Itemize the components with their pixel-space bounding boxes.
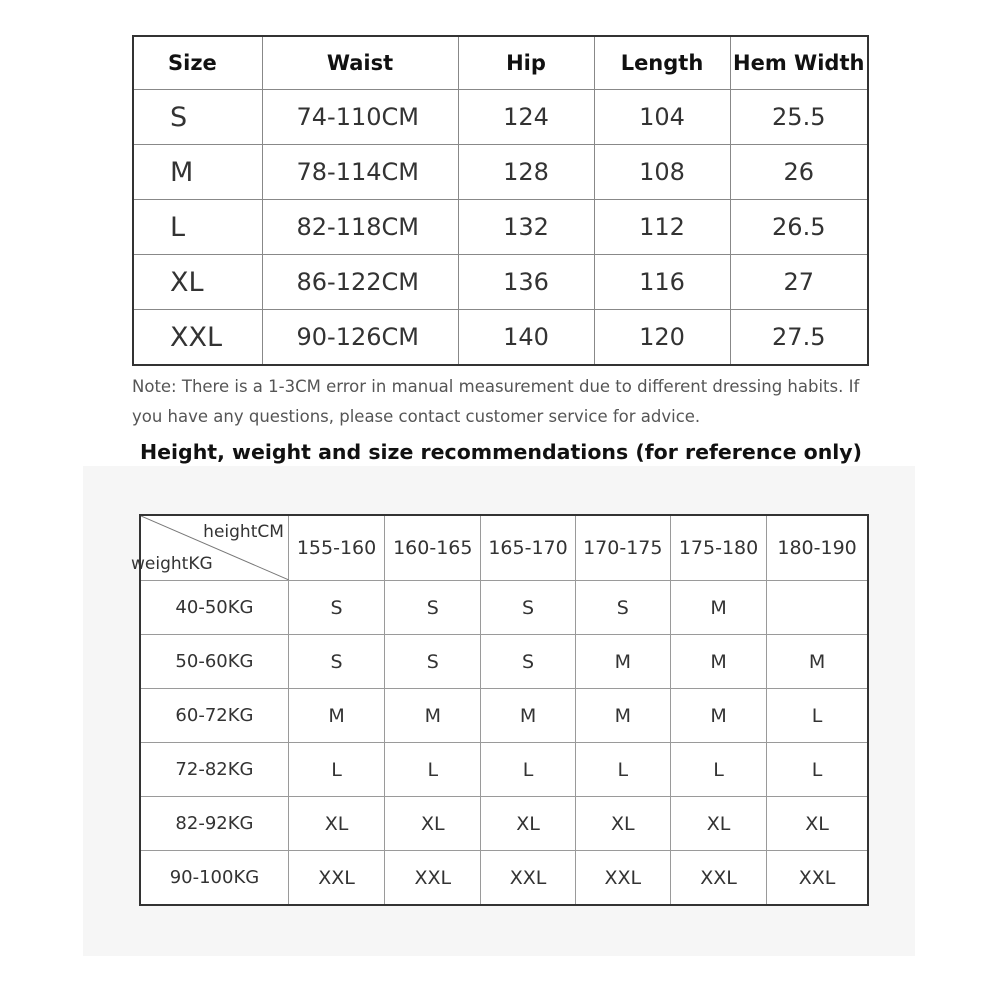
recommendation-title: Height, weight and size recommendations (for reference only) xyxy=(139,440,863,464)
header-size: Size xyxy=(133,36,262,90)
hip-cell: 136 xyxy=(458,255,594,310)
size-recommendation-cell: XL xyxy=(481,797,575,851)
hem-width-cell: 27.5 xyxy=(730,310,868,366)
hip-cell: 140 xyxy=(458,310,594,366)
hip-cell: 124 xyxy=(458,90,594,145)
size-cell: L xyxy=(133,200,262,255)
size-recommendation-cell: XXL xyxy=(575,851,670,906)
size-cell: XL xyxy=(133,255,262,310)
table-row xyxy=(133,145,868,200)
table-row xyxy=(140,797,868,851)
size-recommendation-cell: XXL xyxy=(288,851,384,906)
hem-width-cell: 27 xyxy=(730,255,868,310)
length-cell: 116 xyxy=(594,255,730,310)
size-recommendation-cell: M xyxy=(481,689,575,743)
table-row xyxy=(133,200,868,255)
height-axis-label: heightCM xyxy=(203,522,284,542)
size-recommendation-cell: XXL xyxy=(670,851,766,906)
height-range-header: 160-165 xyxy=(385,515,481,581)
height-range-header: 170-175 xyxy=(575,515,670,581)
height-range-header: 175-180 xyxy=(670,515,766,581)
height-range-header: 180-190 xyxy=(767,515,868,581)
size-recommendation-cell: L xyxy=(481,743,575,797)
size-recommendation-cell: M xyxy=(385,689,481,743)
length-cell: 108 xyxy=(594,145,730,200)
weight-axis-label: weightKG xyxy=(131,554,213,574)
recommendation-header-row xyxy=(140,515,868,581)
table-row xyxy=(140,851,868,906)
size-recommendation-cell: L xyxy=(288,743,384,797)
length-cell: 104 xyxy=(594,90,730,145)
weight-range-cell: 50-60KG xyxy=(140,635,288,689)
corner-header-cell xyxy=(131,515,288,581)
measurement-note: Note: There is a 1-3CM error in manual measurement due to different dressing habits. If you have any questions, please contact customer service for advice. xyxy=(132,377,860,426)
size-recommendation-cell: M xyxy=(670,689,766,743)
size-recommendation-cell: S xyxy=(575,581,670,635)
header-length: Length xyxy=(594,36,730,90)
size-table-header-row xyxy=(133,36,868,90)
waist-cell: 78-114CM xyxy=(262,145,458,200)
size-recommendation-cell: S xyxy=(385,635,481,689)
size-recommendation-cell: M xyxy=(575,635,670,689)
size-recommendation-cell: XL xyxy=(575,797,670,851)
size-recommendation-cell: XXL xyxy=(481,851,575,906)
size-recommendation-cell: S xyxy=(288,635,384,689)
waist-cell: 82-118CM xyxy=(262,200,458,255)
size-recommendation-cell: S xyxy=(288,581,384,635)
table-row xyxy=(140,581,868,635)
size-recommendation-cell: L xyxy=(767,689,868,743)
size-recommendation-cell xyxy=(767,581,868,635)
size-recommendation-cell: XXL xyxy=(385,851,481,906)
size-recommendation-cell: M xyxy=(767,635,868,689)
weight-range-cell: 60-72KG xyxy=(140,689,288,743)
size-recommendation-cell: XL xyxy=(385,797,481,851)
table-row xyxy=(133,255,868,310)
size-recommendation-table xyxy=(131,514,869,906)
size-cell: XXL xyxy=(133,310,262,366)
header-hip: Hip xyxy=(458,36,594,90)
size-recommendation-cell: L xyxy=(670,743,766,797)
table-row xyxy=(133,310,868,366)
size-cell: M xyxy=(133,145,262,200)
size-recommendation-cell: XL xyxy=(288,797,384,851)
hip-cell: 128 xyxy=(458,145,594,200)
table-row xyxy=(140,689,868,743)
length-cell: 120 xyxy=(594,310,730,366)
height-range-header: 155-160 xyxy=(288,515,384,581)
hem-width-cell: 26 xyxy=(730,145,868,200)
size-recommendation-cell: L xyxy=(575,743,670,797)
size-recommendation-cell: M xyxy=(288,689,384,743)
header-hem-width: Hem Width xyxy=(730,36,868,90)
length-cell: 112 xyxy=(594,200,730,255)
weight-range-cell: 90-100KG xyxy=(140,851,288,906)
size-measurement-table xyxy=(132,35,869,366)
weight-range-cell: 82-92KG xyxy=(140,797,288,851)
size-recommendation-cell: M xyxy=(670,581,766,635)
waist-cell: 74-110CM xyxy=(262,90,458,145)
size-recommendation-cell: L xyxy=(767,743,868,797)
header-waist: Waist xyxy=(262,36,458,90)
hip-cell: 132 xyxy=(458,200,594,255)
size-recommendation-cell: L xyxy=(385,743,481,797)
table-row xyxy=(140,635,868,689)
size-recommendation-cell: S xyxy=(481,635,575,689)
weight-range-cell: 40-50KG xyxy=(140,581,288,635)
size-recommendation-cell: S xyxy=(481,581,575,635)
table-row xyxy=(140,743,868,797)
hem-width-cell: 25.5 xyxy=(730,90,868,145)
height-range-header: 165-170 xyxy=(481,515,575,581)
size-recommendation-cell: M xyxy=(670,635,766,689)
size-cell: S xyxy=(133,90,262,145)
size-recommendation-cell: XL xyxy=(670,797,766,851)
weight-range-cell: 72-82KG xyxy=(140,743,288,797)
hem-width-cell: 26.5 xyxy=(730,200,868,255)
table-row xyxy=(133,90,868,145)
waist-cell: 90-126CM xyxy=(262,310,458,366)
size-recommendation-cell: XL xyxy=(767,797,868,851)
size-recommendation-cell: M xyxy=(575,689,670,743)
waist-cell: 86-122CM xyxy=(262,255,458,310)
size-recommendation-cell: XXL xyxy=(767,851,868,906)
size-recommendation-cell: S xyxy=(385,581,481,635)
